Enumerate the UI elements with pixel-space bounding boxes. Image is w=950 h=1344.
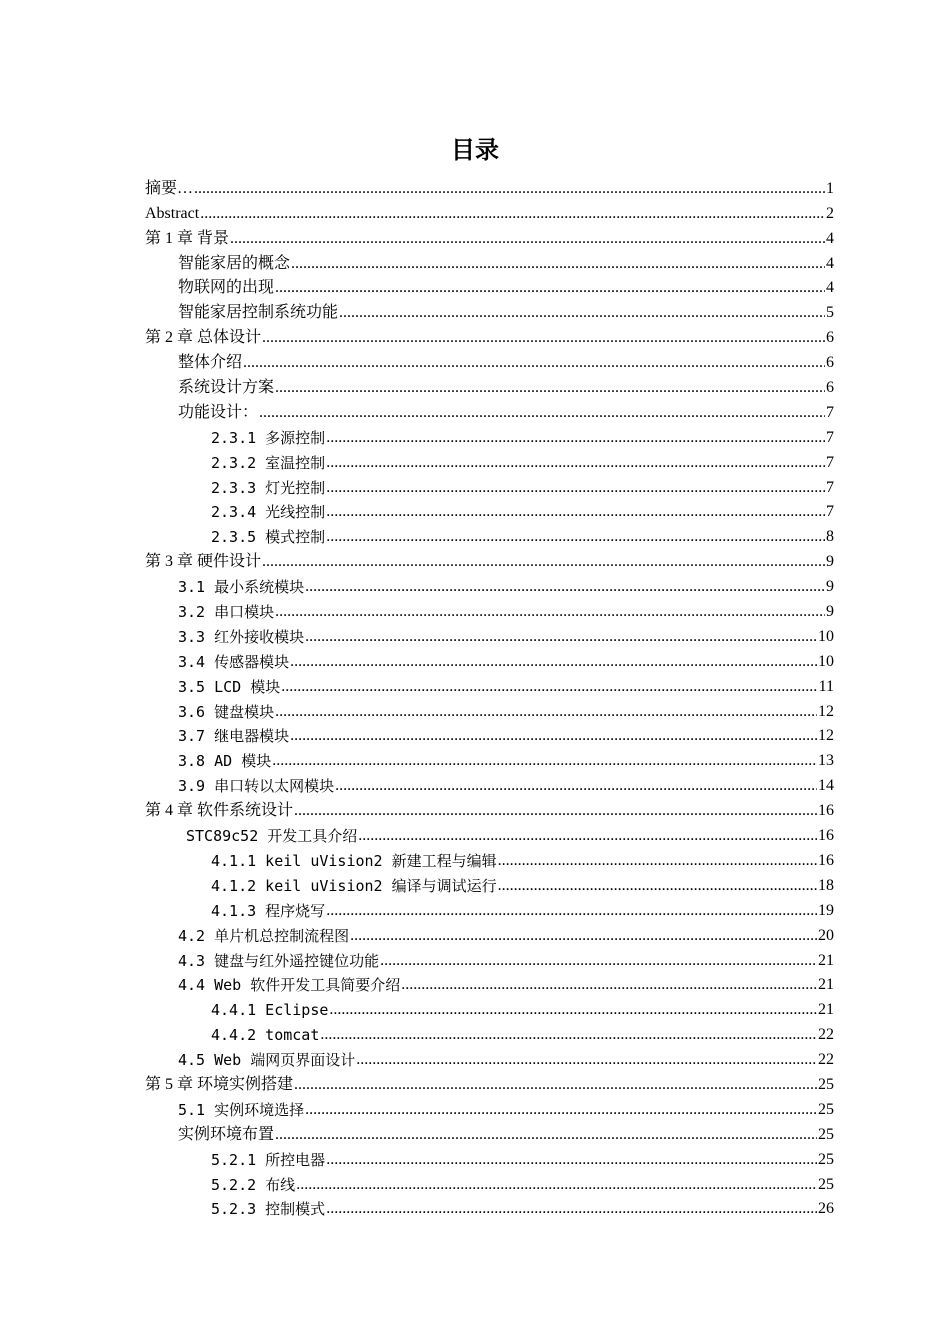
- toc-entry-label: 2.3.4 光线控制: [211, 503, 326, 522]
- toc-entry-page-number: 16: [818, 802, 834, 820]
- toc-leader-dots: [498, 876, 817, 896]
- toc-entry-page-number: 1: [826, 179, 834, 197]
- toc-entry[interactable]: [0, 1070, 950, 1095]
- toc-entry-page-number: 10: [818, 627, 834, 645]
- toc-leader-dots: [339, 303, 825, 323]
- toc-leader-dots: [291, 254, 825, 274]
- toc-leader-dots: [272, 751, 817, 771]
- toc-entry-label: 3.3 红外接收模块: [178, 627, 305, 646]
- toc-entry[interactable]: [0, 498, 950, 523]
- toc-entry[interactable]: [0, 995, 950, 1020]
- toc-entry-label: STC89c52 开发工具介绍: [186, 827, 358, 846]
- toc-leader-dots: [326, 527, 825, 547]
- toc-entry[interactable]: [0, 473, 950, 498]
- toc-leader-dots: [275, 278, 825, 298]
- toc-leader-dots: [326, 1199, 817, 1219]
- toc-entry-label: 2.3.3 灯光控制: [211, 478, 326, 497]
- toc-leader-dots: [243, 353, 825, 373]
- toc-entry[interactable]: [0, 971, 950, 996]
- toc-leader-dots: [305, 577, 825, 597]
- toc-entry-label: 4.5 Web 端网页界面设计: [178, 1051, 356, 1070]
- toc-entry[interactable]: [0, 423, 950, 448]
- toc-title: 目录: [451, 136, 499, 164]
- toc-entry-label: 4.2 单片机总控制流程图: [178, 926, 350, 945]
- toc-leader-dots: [259, 403, 825, 423]
- toc-entry[interactable]: [0, 1120, 950, 1145]
- toc-leader-dots: [275, 1125, 817, 1145]
- toc-entry[interactable]: [0, 821, 950, 846]
- toc-entry-page-number: 7: [826, 428, 834, 446]
- toc-entry-label: 智能家居控制系统功能: [178, 304, 339, 322]
- toc-entry-label: 5.1 实例环境选择: [178, 1100, 305, 1119]
- toc-entry-label: 5.2.3 控制模式: [211, 1200, 326, 1219]
- toc-leader-dots: [275, 378, 825, 398]
- toc-entry-page-number: 18: [818, 876, 834, 894]
- toc-entry[interactable]: [0, 746, 950, 771]
- toc-leader-dots: [498, 851, 817, 871]
- toc-leader-dots: [275, 702, 817, 722]
- toc-entry[interactable]: [0, 896, 950, 921]
- toc-leader-dots: [329, 1000, 817, 1020]
- toc-leader-dots: [350, 926, 817, 946]
- toc-leader-dots: [326, 901, 817, 921]
- toc-entry[interactable]: [0, 771, 950, 796]
- toc-leader-dots: [275, 602, 825, 622]
- toc-entry-label: 功能设计：: [178, 403, 259, 421]
- toc-entry-page-number: 9: [826, 603, 834, 621]
- toc-entry[interactable]: [0, 1195, 950, 1220]
- toc-leader-dots: [281, 677, 817, 697]
- toc-entry[interactable]: [0, 199, 950, 224]
- toc-leader-dots: [200, 204, 825, 224]
- toc-entry-page-number: 25: [818, 1175, 834, 1193]
- toc-entry-page-number: 19: [818, 901, 834, 919]
- toc-leader-dots: [230, 229, 825, 249]
- toc-leader-dots: [380, 951, 817, 971]
- toc-entry[interactable]: [0, 697, 950, 722]
- toc-entry[interactable]: [0, 174, 950, 199]
- toc-entry[interactable]: [0, 448, 950, 473]
- toc-entry-label: 3.9 串口转以太网模块: [178, 777, 335, 796]
- toc-entry-label: 3.8 AD 模块: [178, 752, 272, 771]
- toc-entry-page-number: 25: [818, 1150, 834, 1168]
- toc-entry-label: 4.4.2 tomcat: [211, 1026, 320, 1045]
- toc-entry-label: 第 1 章 背景: [145, 229, 230, 247]
- toc-leader-dots: [194, 179, 825, 199]
- toc-entry-label: 4.3 键盘与红外遥控键位功能: [178, 951, 380, 970]
- toc-entry-label: 物联网的出现: [178, 279, 275, 297]
- toc-entry-label: 4.4.1 Eclipse: [211, 1001, 329, 1020]
- toc-entry-page-number: 22: [818, 1051, 834, 1069]
- toc-entry-label: 第 2 章 总体设计: [145, 329, 262, 347]
- toc-entry[interactable]: [0, 224, 950, 249]
- toc-entry-label: Abstract: [145, 204, 200, 222]
- toc-entry[interactable]: [0, 1145, 950, 1170]
- table-of-contents: [0, 174, 950, 1219]
- toc-entry[interactable]: [0, 672, 950, 697]
- toc-entry-label: 智能家居的概念: [178, 254, 291, 272]
- toc-entry-label: 摘要…: [145, 179, 194, 197]
- toc-leader-dots: [294, 1075, 817, 1095]
- toc-entry-page-number: 25: [818, 1125, 834, 1143]
- toc-entry-page-number: 4: [826, 229, 834, 247]
- toc-entry-page-number: 22: [818, 1026, 834, 1044]
- toc-leader-dots: [358, 826, 817, 846]
- toc-entry[interactable]: [0, 622, 950, 647]
- toc-entry-label: 4.1.2 keil uVision2 编译与调试运行: [211, 876, 497, 895]
- toc-entry-page-number: 9: [826, 553, 834, 571]
- toc-leader-dots: [401, 975, 817, 995]
- toc-leader-dots: [262, 552, 825, 572]
- toc-entry[interactable]: [0, 1095, 950, 1120]
- toc-entry[interactable]: [0, 547, 950, 572]
- toc-leader-dots: [326, 478, 825, 498]
- toc-entry-page-number: 26: [818, 1200, 834, 1218]
- toc-entry[interactable]: [0, 796, 950, 821]
- toc-leader-dots: [335, 776, 817, 796]
- toc-entry-label: 2.3.1 多源控制: [211, 428, 326, 447]
- toc-entry[interactable]: [0, 846, 950, 871]
- toc-leader-dots: [305, 1100, 817, 1120]
- toc-entry-label: 4.4 Web 软件开发工具简要介绍: [178, 976, 401, 995]
- toc-entry[interactable]: [0, 597, 950, 622]
- toc-leader-dots: [290, 652, 817, 672]
- toc-entry-page-number: 25: [818, 1100, 834, 1118]
- toc-leader-dots: [356, 1050, 817, 1070]
- toc-entry-page-number: 5: [826, 304, 834, 322]
- toc-entry-page-number: 11: [818, 677, 834, 695]
- toc-entry[interactable]: [0, 323, 950, 348]
- toc-leader-dots: [326, 428, 825, 448]
- toc-leader-dots: [326, 1150, 817, 1170]
- toc-entry-page-number: 21: [818, 976, 834, 994]
- toc-entry-page-number: 4: [826, 279, 834, 297]
- toc-leader-dots: [305, 627, 817, 647]
- toc-leader-dots: [326, 502, 825, 522]
- toc-leader-dots: [290, 726, 817, 746]
- toc-entry-label: 3.4 传感器模块: [178, 652, 290, 671]
- toc-entry-page-number: 7: [826, 503, 834, 521]
- toc-entry[interactable]: [0, 1045, 950, 1070]
- toc-entry[interactable]: [0, 1170, 950, 1195]
- toc-entry[interactable]: [0, 722, 950, 747]
- toc-leader-dots: [294, 801, 817, 821]
- toc-entry[interactable]: [0, 249, 950, 274]
- toc-entry-page-number: 16: [818, 827, 834, 845]
- toc-entry-label: 4.1.3 程序烧写: [211, 901, 326, 920]
- toc-leader-dots: [320, 1025, 817, 1045]
- toc-entry[interactable]: [0, 1020, 950, 1045]
- toc-entry-label: 2.3.2 室温控制: [211, 453, 326, 472]
- toc-entry[interactable]: [0, 274, 950, 299]
- toc-entry[interactable]: [0, 398, 950, 423]
- toc-entry[interactable]: [0, 946, 950, 971]
- toc-entry-page-number: 9: [826, 578, 834, 596]
- toc-entry-label: 整体介绍: [178, 354, 243, 372]
- toc-entry-page-number: 16: [818, 851, 834, 869]
- toc-entry-label: 4.1.1 keil uVision2 新建工程与编辑: [211, 851, 497, 870]
- toc-entry-page-number: 4: [826, 254, 834, 272]
- toc-entry-label: 第 4 章 软件系统设计: [145, 802, 294, 820]
- toc-entry-page-number: 6: [826, 354, 834, 372]
- toc-entry-label: 5.2.2 布线: [211, 1175, 296, 1194]
- toc-entry-page-number: 13: [818, 752, 834, 770]
- toc-leader-dots: [262, 328, 825, 348]
- toc-entry-page-number: 20: [818, 926, 834, 944]
- toc-entry-page-number: 2: [826, 204, 834, 222]
- toc-entry-label: 系统设计方案: [178, 379, 275, 397]
- toc-entry-page-number: 6: [826, 379, 834, 397]
- toc-entry-label: 2.3.5 模式控制: [211, 528, 326, 547]
- toc-entry-label: 第 5 章 环境实例搭建: [145, 1075, 294, 1093]
- toc-entry-page-number: 12: [818, 727, 834, 745]
- toc-entry-page-number: 25: [818, 1075, 834, 1093]
- toc-entry[interactable]: [0, 373, 950, 398]
- toc-leader-dots: [296, 1175, 817, 1195]
- toc-entry-page-number: 12: [818, 702, 834, 720]
- toc-entry-page-number: 7: [826, 403, 834, 421]
- toc-entry-page-number: 6: [826, 329, 834, 347]
- toc-entry[interactable]: [0, 572, 950, 597]
- toc-entry-page-number: 14: [818, 777, 834, 795]
- toc-entry-label: 3.7 继电器模块: [178, 727, 290, 746]
- toc-leader-dots: [326, 453, 825, 473]
- toc-entry[interactable]: [0, 522, 950, 547]
- toc-entry-page-number: 21: [818, 951, 834, 969]
- toc-entry-page-number: 21: [818, 1001, 834, 1019]
- toc-entry[interactable]: [0, 921, 950, 946]
- toc-entry-page-number: 8: [826, 528, 834, 546]
- toc-entry-page-number: 10: [818, 652, 834, 670]
- toc-entry[interactable]: [0, 348, 950, 373]
- toc-entry[interactable]: [0, 298, 950, 323]
- toc-entry-label: 3.6 键盘模块: [178, 702, 275, 721]
- toc-entry[interactable]: [0, 647, 950, 672]
- toc-entry-label: 第 3 章 硬件设计: [145, 553, 262, 571]
- toc-entry[interactable]: [0, 871, 950, 896]
- toc-entry-label: 3.5 LCD 模块: [178, 677, 281, 696]
- toc-entry-label: 3.2 串口模块: [178, 603, 275, 622]
- toc-entry-page-number: 7: [826, 453, 834, 471]
- toc-entry-page-number: 7: [826, 478, 834, 496]
- toc-entry-label: 实例环境布置: [178, 1125, 275, 1143]
- toc-entry-label: 3.1 最小系统模块: [178, 578, 305, 597]
- toc-entry-label: 5.2.1 所控电器: [211, 1150, 326, 1169]
